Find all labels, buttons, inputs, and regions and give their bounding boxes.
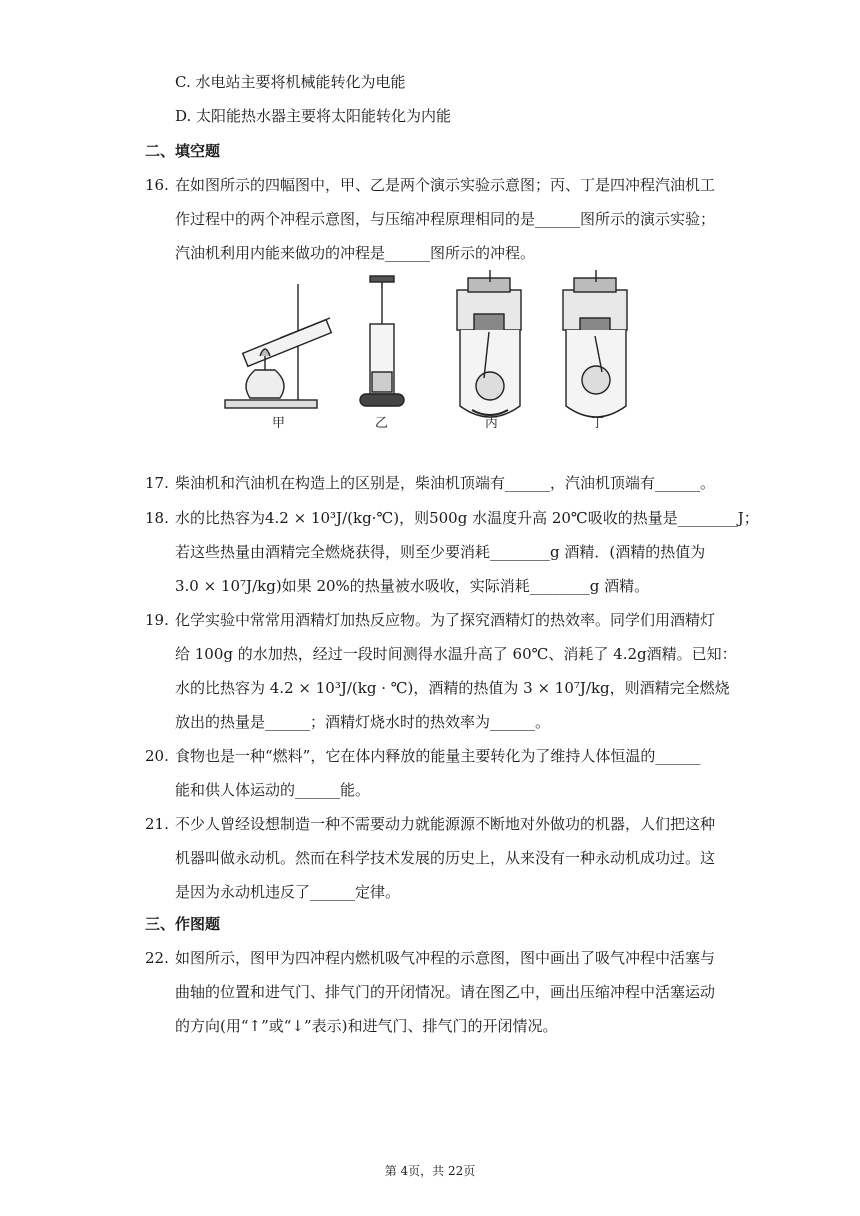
q19-line-3: 水的比热容为 4.2 × 10³J/(kg · ℃)，酒精的热值为 3 × 10⁷J/kg，则酒精完全燃烧 [175,679,730,697]
q16-number: 16. [145,176,169,194]
q16-line-1: 在如图所示的四幅图中，甲、乙是两个演示实验示意图；丙、丁是四冲程汽油机工 [175,176,716,194]
q18-line-3: 3.0 × 10⁷J/kg)如果 20%的热量被水吸收，实际消耗________g 酒精。 [175,577,650,595]
q20-line-2: 能和供人体运动的______能。 [175,781,371,799]
figure-label-ding: 丁 [591,416,605,431]
q18-line-1: 水的比热容为4.2 × 10³J/(kg·℃)，则500g 水温度升高 20℃吸收的热量是________J； [175,509,759,527]
q19-line-4: 放出的热量是______；酒精灯烧水时的热效率为______。 [175,713,551,731]
q18-line-2: 若这些热量由酒精完全燃烧获得，则至少要消耗________g 酒精．(酒精的热值为 [175,543,706,561]
q20-line-1: 食物也是一种“燃料”，它在体内释放的能量主要转化为了维持人体恒温的______ [175,747,701,765]
q22-line-1: 如图所示，图甲为四冲程内燃机吸气冲程的示意图，图中画出了吸气冲程中活塞与 [175,949,716,967]
q18-number: 18. [145,509,169,527]
q20-number: 20. [145,747,169,765]
figure-yi-apparatus [360,276,404,406]
q17-number: 17. [145,474,169,492]
page-footer: 第 4页，共 22页 [384,1164,476,1178]
q19-line-1: 化学实验中常常用酒精灯加热反应物。为了探究酒精灯的热效率。同学们用酒精灯 [175,611,716,629]
q22-line-3: 的方向(用“↑”或“↓”表示)和进气门、排气门的开闭情况。 [175,1017,558,1035]
section-fill-in-title: 二、填空题 [145,142,221,160]
section-drawing-title: 三、作图题 [145,915,221,933]
q22-line-2: 曲轴的位置和进气门、排气门的开闭情况。请在图乙中，画出压缩冲程中活塞运动 [175,983,716,1001]
q21-number: 21. [145,815,169,833]
figure-bing-engine [457,270,521,417]
option-c: C. 水电站主要将机械能转化为电能 [175,73,406,91]
q19-line-2: 给 100g 的水加热，经过一段时间测得水温升高了 60℃、消耗了 4.2g酒精。已知： [175,645,737,663]
q16-line-2: 作过程中的两个冲程示意图，与压缩冲程原理相同的是______图所示的演示实验； [175,210,716,228]
figure-label-yi: 乙 [375,416,389,431]
option-d: D. 太阳能热水器主要将太阳能转化为内能 [175,107,452,125]
q21-line-1: 不少人曾经设想制造一种不需要动力就能源源不断地对外做功的机器，人们把这种 [175,815,716,833]
figure-ding-engine [563,270,627,417]
q17-line-1: 柴油机和汽油机在构造上的区别是，柴油机顶端有______，汽油机顶端有______。 [175,474,716,492]
figure-label-jia: 甲 [272,416,286,431]
figure-jia-apparatus [225,284,331,408]
q22-number: 22. [145,949,169,967]
q21-line-3: 是因为永动机违反了______定律。 [175,883,401,901]
q16-line-3: 汽油机利用内能来做功的冲程是______图所示的冲程。 [175,244,536,262]
figure-label-bing: 丙 [485,416,499,431]
q21-line-2: 机器叫做永动机。然而在科学技术发展的历史上，从来没有一种永动机成功过。这 [175,849,716,867]
q19-number: 19. [145,611,169,629]
